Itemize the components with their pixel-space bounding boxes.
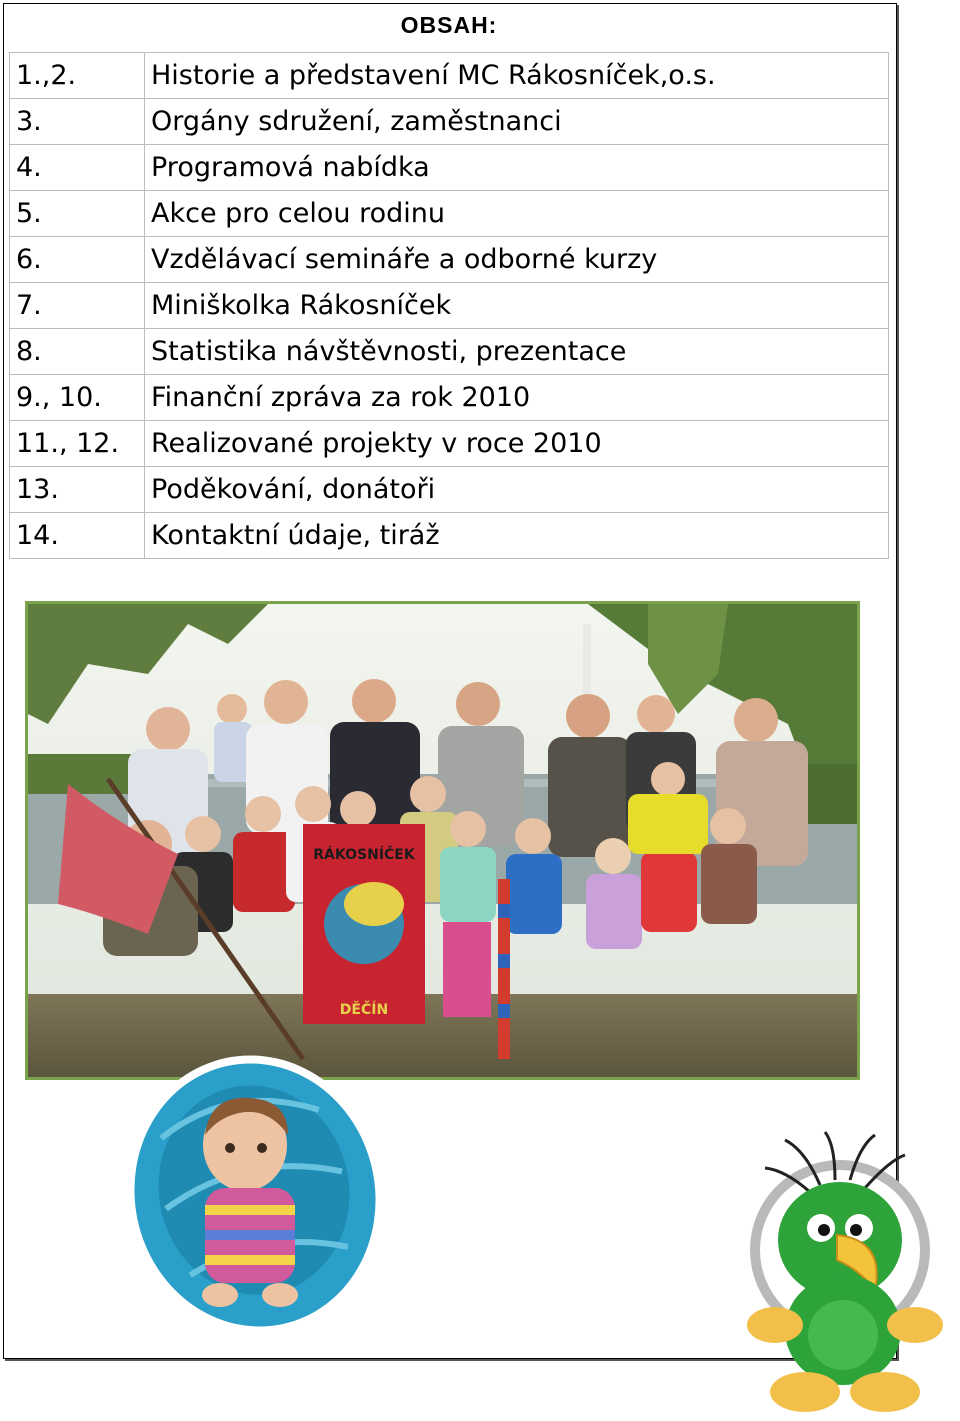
toc-number: 8. <box>10 329 145 375</box>
toc-number: 3. <box>10 99 145 145</box>
toc-row <box>10 53 889 99</box>
toc-title: Orgány sdružení, zaměstnanci <box>145 99 889 145</box>
toc-row <box>10 375 889 421</box>
toc-title: Finanční zpráva za rok 2010 <box>145 375 889 421</box>
toc-row <box>10 329 889 375</box>
toc-title: Poděkování, donátoři <box>145 467 889 513</box>
toc-row <box>10 421 889 467</box>
toc-title: Miniškolka Rákosníček <box>145 283 889 329</box>
mascot-image <box>725 1130 960 1417</box>
toc-title: Historie a představení MC Rákosníček,o.s. <box>145 53 889 99</box>
table-of-contents <box>9 52 889 559</box>
toc-row <box>10 99 889 145</box>
toc-row <box>10 467 889 513</box>
toc-title: Kontaktní údaje, tiráž <box>145 513 889 559</box>
toc-row <box>10 283 889 329</box>
toc-number: 11., 12. <box>10 421 145 467</box>
toc-number: 13. <box>10 467 145 513</box>
toc-number: 14. <box>10 513 145 559</box>
toc-number: 4. <box>10 145 145 191</box>
toc-number: 1.,2. <box>10 53 145 99</box>
toc-title: Akce pro celou rodinu <box>145 191 889 237</box>
toc-title: Programová nabídka <box>145 145 889 191</box>
toc-row <box>10 191 889 237</box>
toc-row <box>10 145 889 191</box>
page-heading: OBSAH: <box>400 12 498 38</box>
toc-row <box>10 513 889 559</box>
banner-city: DĚČÍN <box>339 1002 389 1018</box>
toc-title: Vzdělávací semináře a odborné kurzy <box>145 237 889 283</box>
group-photo <box>25 601 860 1080</box>
toc-number: 7. <box>10 283 145 329</box>
toc-number: 9., 10. <box>10 375 145 421</box>
toc-number: 5. <box>10 191 145 237</box>
toc-number: 6. <box>10 237 145 283</box>
banner-title: RÁKOSNÍČEK <box>313 847 415 863</box>
toc-row <box>10 237 889 283</box>
toc-title: Statistika návštěvnosti, prezentace <box>145 329 889 375</box>
baby-tunnel-photo <box>120 1040 390 1350</box>
toc-title: Realizované projekty v roce 2010 <box>145 421 889 467</box>
